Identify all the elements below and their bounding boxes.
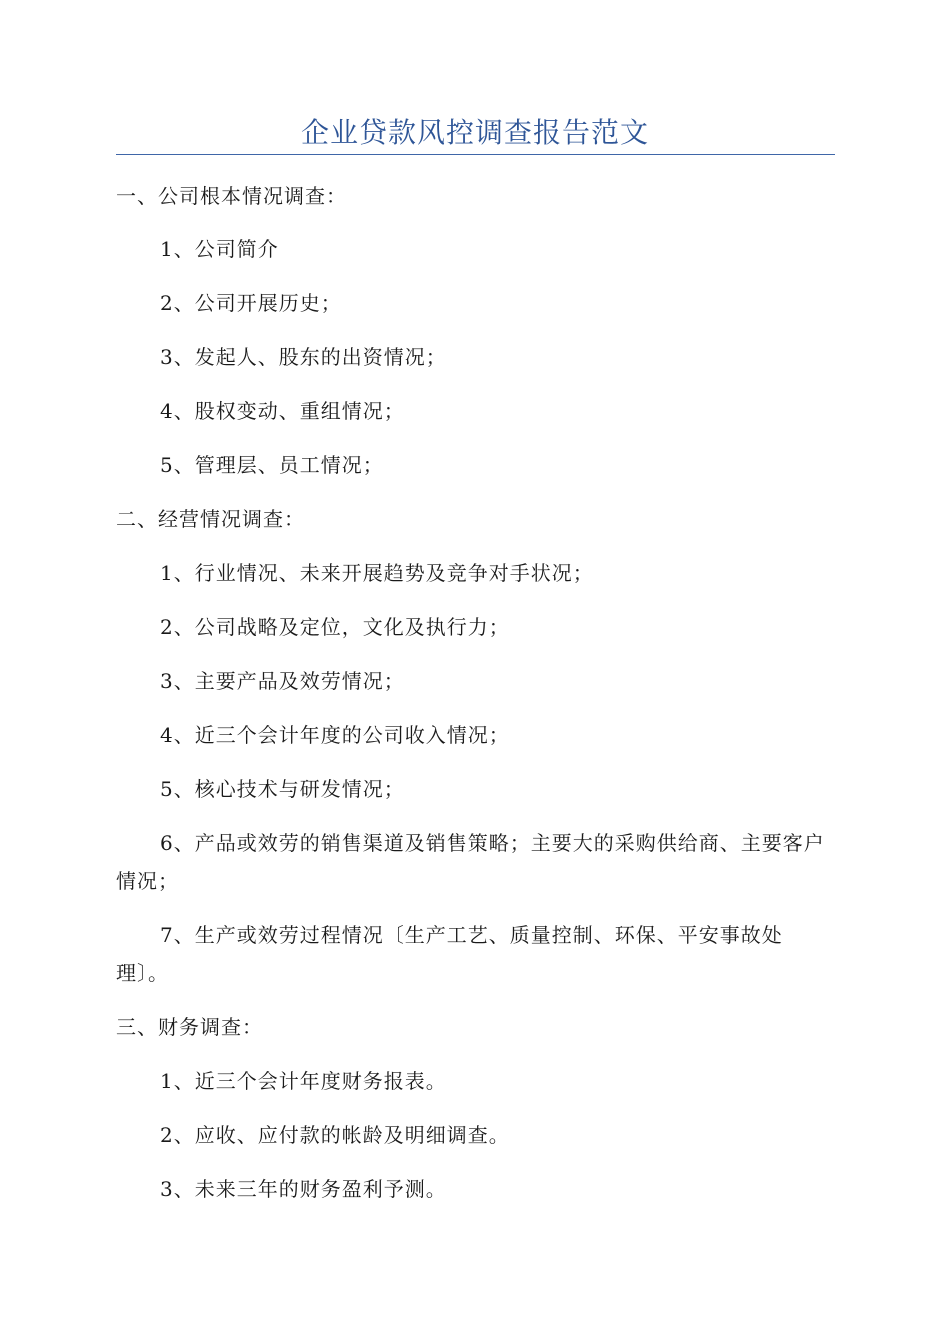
list-item: 1、行业情况、未来开展趋势及竞争对手状况； bbox=[160, 561, 594, 585]
list-item: 2、应收、应付款的帐龄及明细调查。 bbox=[160, 1123, 510, 1147]
section-heading: 一、公司根本情况调查： bbox=[116, 184, 347, 208]
list-item: 4、股权变动、重组情况； bbox=[160, 399, 405, 423]
list-item: 3、发起人、股东的出资情况； bbox=[160, 345, 447, 369]
title-underline bbox=[116, 154, 835, 155]
document-title: 企业贷款风控调查报告范文 bbox=[300, 116, 649, 149]
list-item: 6、产品或效劳的销售渠道及销售策略；主要大的采购供给商、主要客户情况； bbox=[116, 831, 825, 893]
list-item: 2、公司战略及定位，文化及执行力； bbox=[160, 615, 510, 639]
list-item: 1、公司简介 bbox=[160, 237, 279, 261]
list-item: 5、管理层、员工情况； bbox=[160, 453, 384, 477]
list-item: 1、近三个会计年度财务报表。 bbox=[160, 1069, 447, 1093]
list-item: 3、未来三年的财务盈利予测。 bbox=[160, 1177, 447, 1201]
list-item: 4、近三个会计年度的公司收入情况； bbox=[160, 723, 510, 747]
list-item: 2、公司开展历史； bbox=[160, 291, 342, 315]
section-heading: 三、财务调查： bbox=[116, 1015, 263, 1039]
list-item: 7、生产或效劳过程情况〔生产工艺、质量控制、环保、平安事故处理〕。 bbox=[116, 923, 783, 985]
list-item: 5、核心技术与研发情况； bbox=[160, 777, 405, 801]
section-heading: 二、经营情况调查： bbox=[116, 507, 305, 531]
list-item: 3、主要产品及效劳情况； bbox=[160, 669, 405, 693]
